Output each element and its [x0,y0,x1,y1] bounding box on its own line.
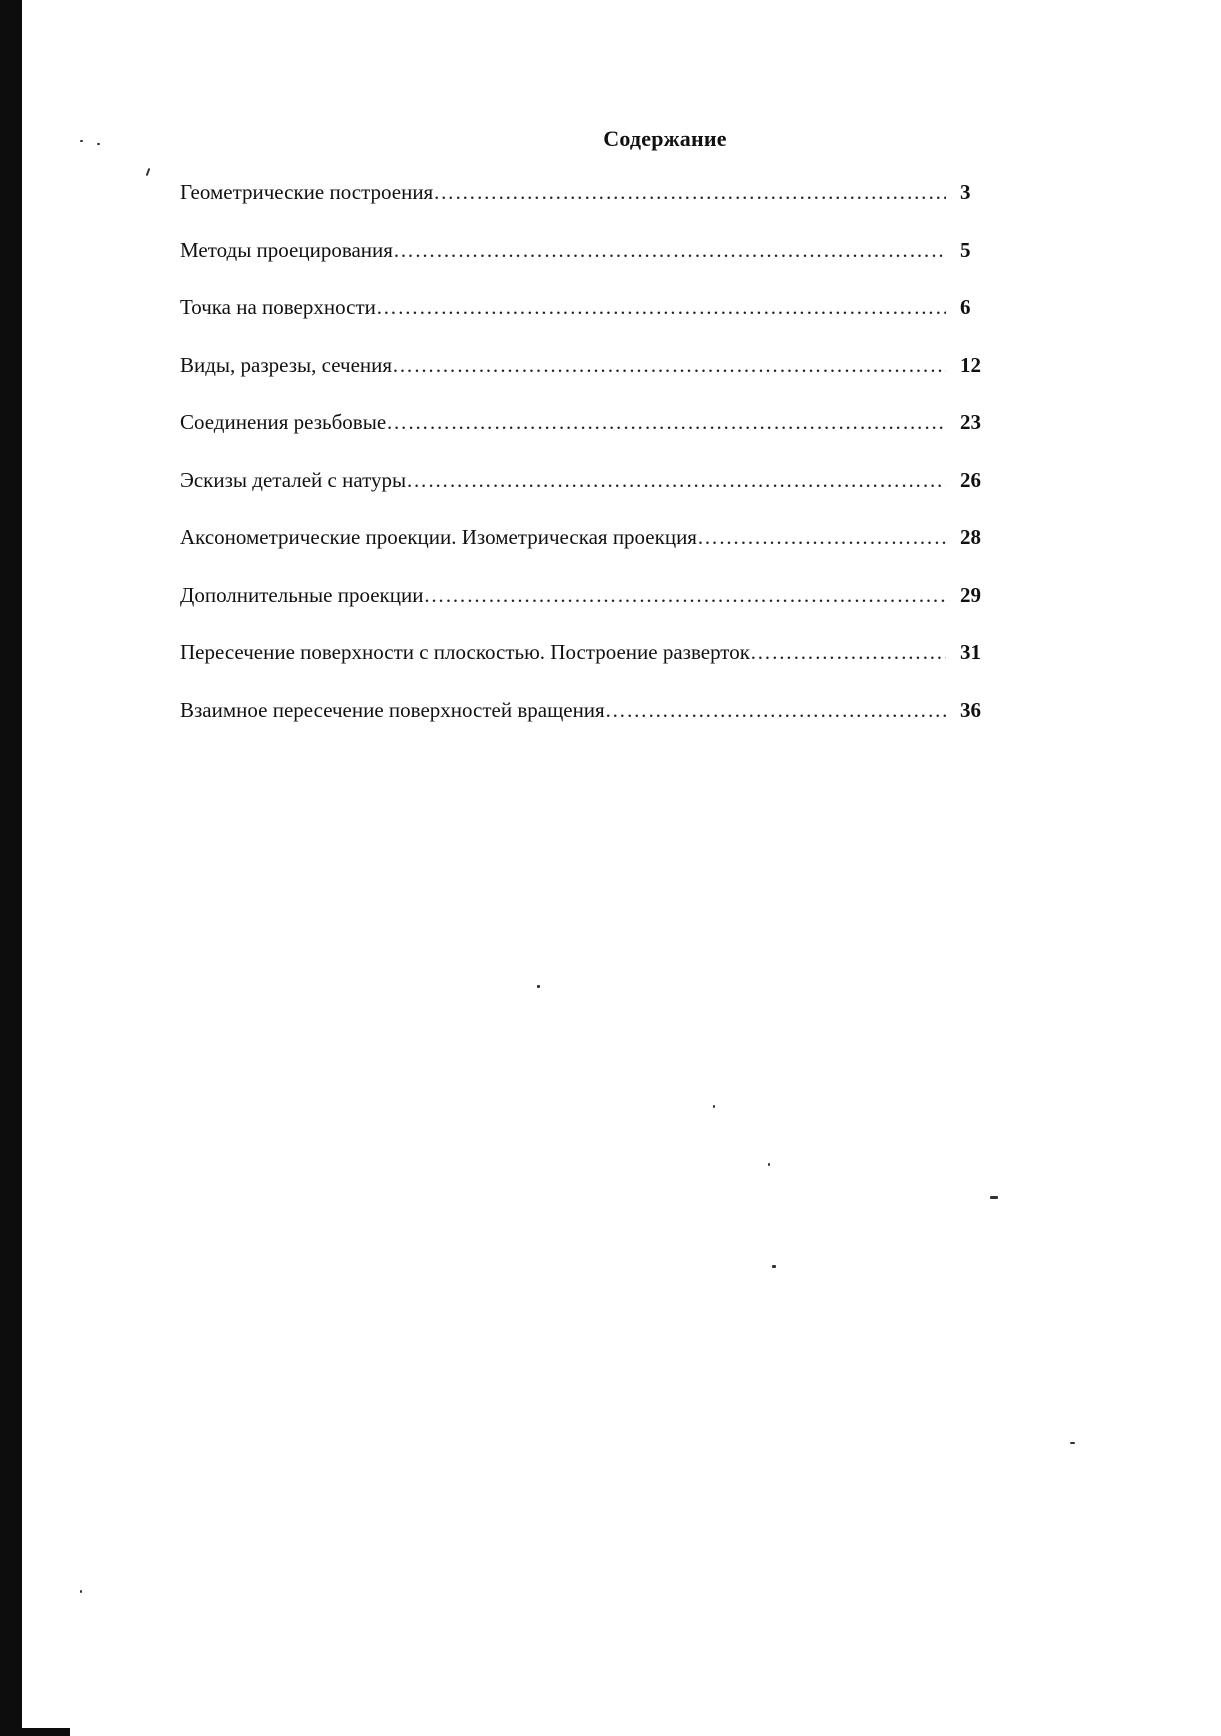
toc-entry-page: 5 [960,237,971,262]
toc-entry-page: 28 [960,525,981,549]
scan-speck [537,985,540,988]
scan-speck [713,1105,715,1108]
toc-entry [180,525,1020,583]
toc-dot-leader [406,468,946,493]
toc-dot-leader [392,353,946,378]
toc-dot-leader [386,410,946,435]
toc-dot-leader [433,180,946,205]
toc-entry [180,698,1020,756]
toc-entry-page: 12 [960,352,981,377]
toc-entry-title: Аксонометрические проекции. Изометрическая проекция [180,525,697,549]
toc-entry [180,410,1020,468]
toc-entry [180,583,1020,641]
toc-entry-title: Соединения резьбовые [180,410,387,434]
table-of-contents [180,180,1020,755]
toc-entry [180,353,1020,411]
toc-dot-leader [750,640,946,665]
page-title: Содержание [603,126,727,151]
toc-entry [180,238,1020,296]
toc-entry [180,295,1020,353]
scan-speck [772,1265,776,1268]
toc-entry-page: 26 [960,467,981,492]
scan-edge-corner [0,1728,70,1736]
toc-entry [180,640,1020,698]
toc-entry [180,468,1020,526]
toc-dot-leader [423,583,946,608]
toc-entry-title: Эскизы деталей с натуры [180,467,407,492]
toc-entry-page: 3 [960,180,971,204]
toc-entry [180,180,1020,238]
toc-entry-title: Взаимное пересечение поверхностей вращения [180,697,605,722]
toc-dot-leader [393,238,946,263]
toc-entry-title: Геометрические построения [180,180,434,204]
toc-entry-title: Виды, разрезы, сечения [180,352,393,377]
toc-entry-page: 6 [960,295,971,319]
scan-speck [990,1196,998,1199]
toc-entry-title: Пересечение поверхности с плоскостью. Построение разверток [180,640,750,664]
toc-entry-page: 23 [960,410,981,434]
scan-speck [146,168,151,176]
toc-entry-title: Точка на поверхности [180,295,376,319]
toc-dot-leader [376,295,946,320]
scan-edge [0,0,22,1736]
toc-entry-page: 31 [960,640,981,664]
toc-dot-leader [605,698,946,723]
toc-entry-page: 36 [960,697,981,722]
toc-entry-title: Дополнительные проекции [180,582,424,607]
scan-speck [80,1590,82,1593]
scan-speck [768,1163,770,1166]
scan-speck [1070,1442,1075,1444]
toc-entry-page: 29 [960,582,981,607]
toc-dot-leader [697,525,946,550]
toc-entry-title: Методы проецирования [180,237,393,262]
